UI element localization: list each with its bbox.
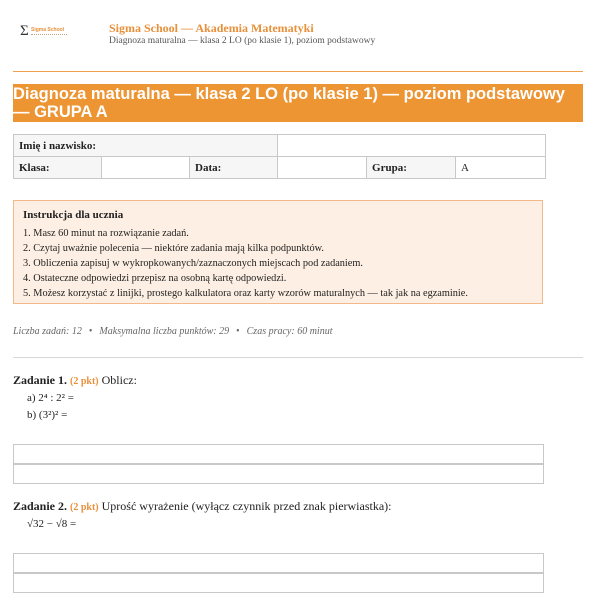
instructions-box — [13, 200, 543, 304]
header-divider — [13, 71, 583, 72]
school-logo — [20, 23, 70, 40]
group-label: Grupa: — [367, 157, 456, 179]
class-label: Klasa: — [14, 157, 102, 179]
time-limit: Czas pracy: 60 minut — [246, 326, 333, 337]
list-item: 4. Ostateczne odpowiedzi przepisz na osobną kartę odpowiedzi. — [23, 273, 287, 284]
instructions-list — [23, 226, 468, 301]
class-field[interactable] — [102, 157, 190, 179]
task-prompt: Uprość wyrażenie (wyłącz czynnik przed znak pierwiastka): — [101, 499, 392, 513]
task-2-answer-line[interactable] — [13, 573, 544, 593]
task-2-answer-line[interactable] — [13, 553, 544, 573]
task-1-subitem-b: b) (3²)² = — [27, 409, 68, 421]
task-count: Liczba zadań: 12 — [13, 326, 82, 337]
list-item: 1. Masz 60 minut na rozwiązanie zadań. — [23, 228, 189, 239]
task-points: (2 pkt) — [70, 376, 99, 387]
separator: • — [236, 326, 240, 337]
date-label: Data: — [190, 157, 278, 179]
school-name: Sigma School — Akademia Matematyki — [109, 21, 314, 35]
title-banner — [13, 84, 583, 122]
logo-decoration — [31, 34, 67, 38]
separator: • — [88, 326, 93, 337]
task-2-heading — [13, 499, 392, 514]
task-prompt: Oblicz: — [101, 373, 137, 387]
header-subtitle: Diagnoza maturalna — klasa 2 LO (po klasie 1), poziom podstawowy — [109, 36, 376, 46]
task-1-heading — [13, 373, 137, 388]
name-label: Imię i nazwisko: — [14, 135, 278, 157]
date-field[interactable] — [278, 157, 367, 179]
name-field[interactable] — [278, 135, 546, 157]
section-divider — [13, 357, 583, 358]
list-item: 3. Obliczenia zapisuj w wykropkowanych/zaznaczonych miejscach pod zadaniem. — [23, 258, 363, 269]
max-points: Maksymalna liczba punktów: 29 — [99, 326, 230, 337]
task-points: (2 pkt) — [70, 502, 99, 513]
exam-meta — [13, 326, 332, 337]
task-1-subitem-a: a) 2⁴ : 2² = — [27, 392, 74, 404]
table-row — [14, 157, 546, 179]
task-number: Zadanie 1. — [13, 373, 68, 387]
logo-text: Sigma School — [31, 27, 65, 33]
task-1-answer-line[interactable] — [13, 444, 544, 464]
instructions-title: Instrukcja dla ucznia — [23, 209, 124, 221]
task-2-subitem: √32 − √8 = — [27, 518, 77, 530]
list-item: 5. Możesz korzystać z linijki, prostego kalkulatora oraz karty wzorów maturalnych — tak jak na egzaminie. — [23, 288, 468, 299]
page-title: Diagnoza maturalna — klasa 2 LO (po klasie 1) — poziom podstawowy — GRUPA A — [13, 85, 565, 121]
student-info-table — [13, 134, 546, 179]
list-item: 2. Czytaj uważnie polecenia — niektóre zadania mają kilka podpunktów. — [23, 243, 324, 254]
sigma-icon: Σ — [20, 23, 29, 39]
task-number: Zadanie 2. — [13, 499, 68, 513]
group-field[interactable]: A — [456, 157, 546, 179]
task-1-answer-line[interactable] — [13, 464, 544, 484]
table-row — [14, 135, 546, 157]
